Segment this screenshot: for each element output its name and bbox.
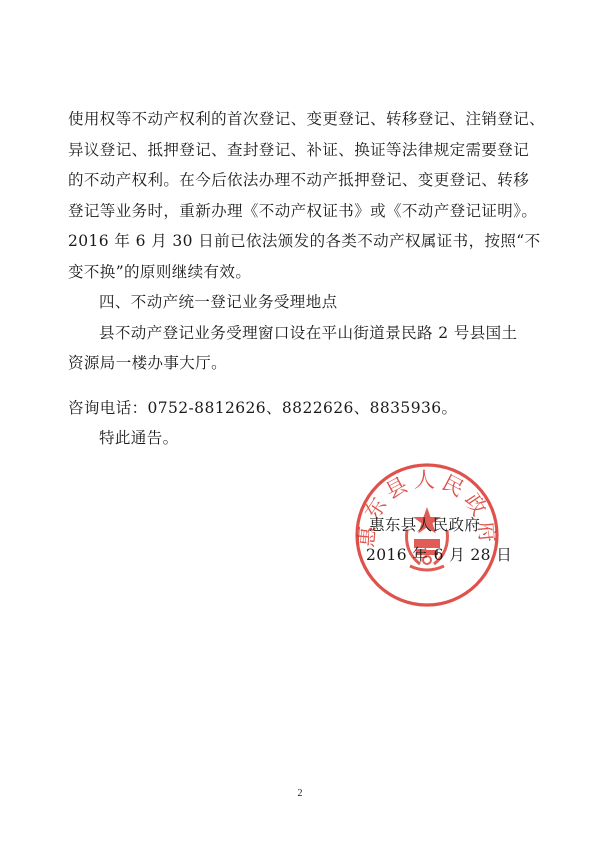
section-heading: 四、不动产统一登记业务受理地点: [99, 293, 338, 311]
location-line: 县不动产登记业务受理窗口设在平山街道景民路 2 号县国土: [99, 323, 518, 342]
closing-line: 特此通告。: [99, 429, 179, 447]
paragraph-line: 的不动产权利。在今后依法办理不动产抵押登记、变更登记、转移: [68, 171, 530, 189]
issue-date: 2016 年 6 月 28 日: [366, 546, 513, 564]
spacer: [68, 379, 558, 393]
paragraph-line: 2016 年 6 月 30 日前已依法颁发的各类不动产权属证书，按照“不: [68, 232, 541, 250]
location-line: 资源局一楼办事大厅。: [68, 354, 228, 372]
seal-text: 惠东县人民政府: [354, 468, 500, 549]
paragraph-line: 登记等业务时，重新办理《不动产权证书》或《不动产登记证明》。: [68, 201, 538, 220]
paragraph-line: 使用权等不动产权利的首次登记、变更登记、转移登记、注销登记、: [68, 110, 546, 128]
paragraph-line: 异议登记、抵押登记、查封登记、补证、换证等法律规定需要登记: [68, 140, 530, 159]
issuing-organization: 惠东县人民政府: [369, 516, 481, 534]
document-body: [68, 104, 558, 454]
contact-line: 咨询电话：0752-8812626、8822626、8835936。: [68, 398, 458, 417]
page-number: 2: [297, 788, 303, 799]
paragraph-line: 变不换”的原则继续有效。: [68, 262, 252, 281]
signature-block: [366, 510, 512, 570]
